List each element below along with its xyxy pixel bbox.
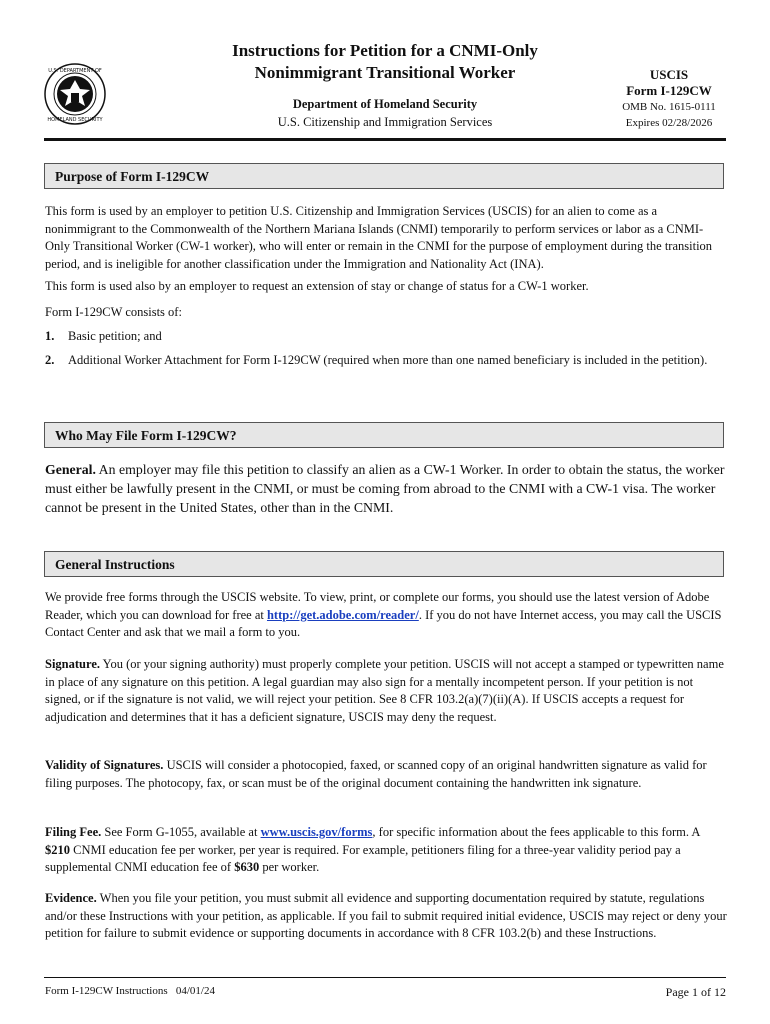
signature-paragraph [45,656,727,726]
fee-amount-annual: $210 [45,842,70,857]
intro-text-b: . If you do not have Internet access, you may call the USCIS Contact Center and ask that we mail a form to you. [45,607,722,639]
list-number: 2. [45,353,55,367]
fee-text-a: See Form G-1055, available at [104,825,261,839]
document-title [180,40,590,84]
footer-form-info: Form I-129CW Instructions 04/01/24 [45,985,215,997]
signature-text: You (or your signing authority) must properly complete your petition. USCIS will not accept a stamped or typewritten name in place of any signature on this petition. A legal guardian may also sign for a mentally incompetent person. If your petition is not signed, or if the signature is not valid, we will reject your petition. See 8 CFR 103.2(a)(7)(ii)(A). If USCIS accepts a request for adjudication and determines that it has a deficient signature, USCIS may deny the request. [45,657,724,724]
section-heading-who-may-file: Who May File Form I-129CW? [44,422,724,448]
uscis-forms-link[interactable]: www.uscis.gov/forms [260,825,373,839]
filing-fee-paragraph [45,824,727,877]
department-block [200,95,570,131]
general-intro-paragraph [45,589,727,642]
who-general-paragraph [45,460,727,517]
fee-text-c: CNMI education fee per worker, per year is required. For example, petitioners filing for a three-year validity period pay a supplemental CNMI education fee of [45,842,681,874]
agency-name: U.S. Citizenship and Immigration Services [277,115,493,129]
validity-lead: Validity of Signatures. [45,758,164,772]
adobe-reader-link[interactable]: http://get.adobe.com/reader/ [266,607,419,622]
list-text: Additional Worker Attachment for Form I-129CW (required when more than one named beneficiary is included in the petition). [68,353,708,367]
footer-divider [44,977,726,978]
evidence-text: When you file your petition, you must submit all evidence and supporting documentation required by statute, regulations and/or these Instructions with your petition, as applicable. If you fail to submit required initial evidence, USCIS may reject or deny your petition for failure to submit evidence or supporting documents in accordance with 8 CFR 103.2(b) and these Instructions. [45,891,727,940]
list-item [45,328,727,346]
general-text: An employer may file this petition to classify an alien as a CW-1 Worker. In order to obtain the status, the worker must either be lawfully present in the CNMI, or must be coming from abroad to the CNMI with a CW-1 visa. The worker cannot be present in the United States, other than in the CNMI. [45,462,725,515]
section-heading-general-instructions: General Instructions [44,551,724,577]
validity-text: USCIS will consider a photocopied, faxed, or scanned copy of an original handwritten signature as valid for filing purposes. The photocopy, fax, or scan must be of the original document containing the handwritten ink signature. [45,758,707,790]
svg-text:HOMELAND SECURITY: HOMELAND SECURITY [47,117,103,123]
evidence-lead: Evidence. [45,891,97,905]
purpose-paragraph-3: Form I-129CW consists of: [45,305,182,319]
title-line-2: Nonimmigrant Transitional Worker [254,63,516,82]
fee-amount-supplemental: $630 [234,860,260,874]
form-id-block [612,67,726,131]
department-name: Department of Homeland Security [292,97,478,111]
title-line-1: Instructions for Petition for a CNMI-Only [232,41,538,60]
form-number: Form I-129CW [626,83,712,98]
fee-lead: Filing Fee. [45,825,102,839]
fee-text-d: per worker. [259,860,320,874]
expiration-date: Expires 02/28/2026 [625,117,713,129]
fee-text-b: , for specific information about the fees applicable to this form. A [372,825,700,839]
omb-number: OMB No. 1615-0111 [622,101,716,113]
svg-text:U.S. DEPARTMENT OF: U.S. DEPARTMENT OF [48,68,102,74]
list-number: 1. [45,329,55,343]
evidence-paragraph [45,890,727,943]
purpose-paragraph-2: This form is used also by an employer to request an extension of stay or change of status for a CW-1 worker. [45,279,589,293]
purpose-paragraph-1: This form is used by an employer to petition U.S. Citizenship and Immigration Services (USCIS) for an alien to come as a nonimmigrant to the Commonwealth of the Northern Mariana Islands (CNMI) temporarily to perform services or labor as a CNMI-Only Transitional Worker (CW-1 worker), who will enter or remain in the CNMI for the purpose of employment during the transition period, and is ineligible for another classification under the Immigration and Nationality Act (INA). [45,204,713,271]
header-divider [44,138,726,141]
list-item [45,352,727,370]
page-number: Page 1 of 12 [665,985,726,999]
form-agency: USCIS [649,67,689,82]
validity-paragraph [45,757,727,792]
dhs-seal-icon [44,63,106,125]
list-text: Basic petition; and [68,329,162,343]
general-lead: General. [45,462,96,477]
section-heading-purpose: Purpose of Form I-129CW [44,163,724,189]
intro-text-a: We provide free forms through the USCIS website. To view, print, or complete our forms, you should use the latest version of Adobe Reader, which you can download for free at [45,590,710,622]
signature-lead: Signature. [45,657,100,671]
